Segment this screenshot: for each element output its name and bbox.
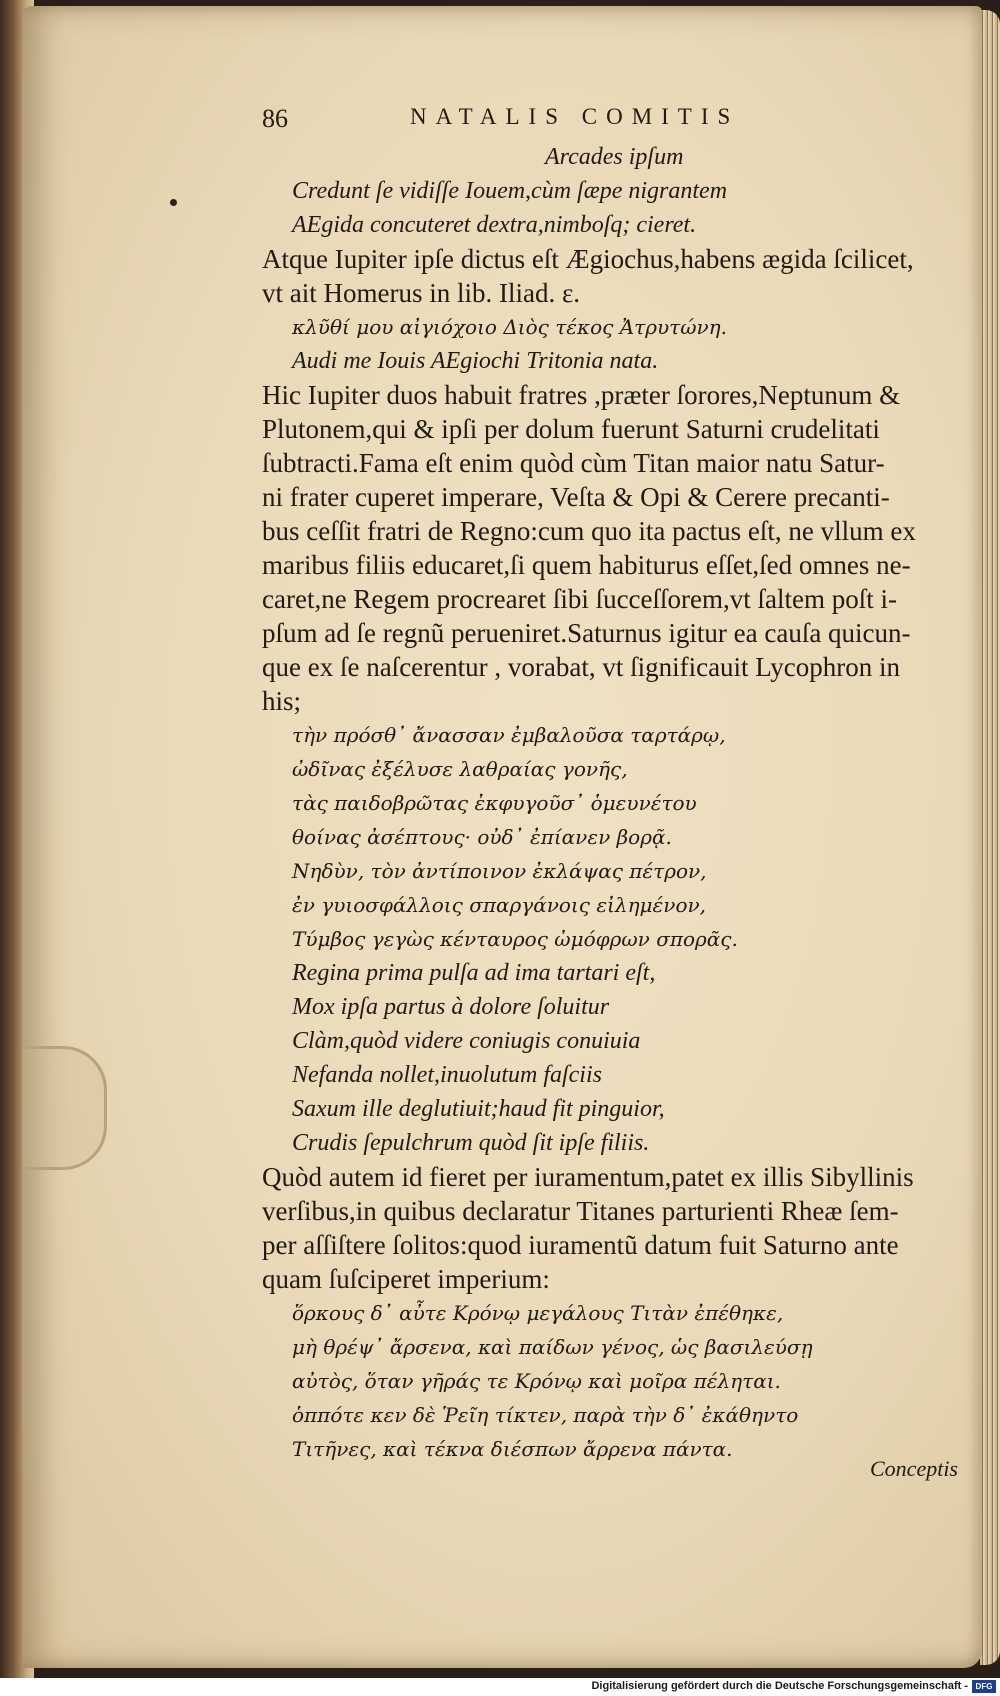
prose-line: ſubtracti.Fama eſt enim quòd cùm Titan maior natu Satur-	[262, 448, 885, 478]
catchword: Conceptis	[870, 1456, 958, 1481]
prose-line: quam ſuſciperet imperium:	[262, 1264, 550, 1294]
ink-dot	[170, 199, 177, 206]
prose-line: que ex ſe naſcerentur , vorabat, vt ſignificauit Lycophron in	[262, 652, 901, 682]
latin-verse-line: Credunt ſe vidiſſe Iouem,cùm ſæpe nigrantem	[292, 178, 728, 204]
greek-verse-line: μὴ θρέψ᾽ ἄρσενα, καὶ παίδων γένος, ὡς βασιλεύσῃ	[292, 1335, 813, 1359]
latin-verse-line: Nefanda nollet,inuolutum faſciis	[292, 1062, 602, 1088]
prose-line: maribus filiis educaret,ſi quem habiturus eſſet,ſed omnes ne-	[262, 550, 911, 580]
prose-line: Atque Iupiter ipſe dictus eſt Ægiochus,habens ægida ſcilicet,	[262, 244, 914, 274]
prose-line: Quòd autem id fieret per iuramentum,patet ex illis Sibyllinis	[262, 1162, 914, 1192]
greek-verse-line: Τύμβος γεγὼς κένταυρος ὠμόφρων σπορᾶς.	[292, 927, 738, 951]
latin-verse-line: Mox ipſa partus à dolore ſoluitur	[292, 994, 610, 1020]
prose-line: ni frater cuperet imperare, Veſta & Opi & Cerere precanti-	[262, 482, 890, 512]
footer-bar	[0, 1678, 1000, 1696]
greek-verse-line: ὠδῖνας ἐξέλυσε λαθραίας γονῆς,	[292, 757, 628, 781]
greek-verse-line: ὅρκους δ᾽ αὖτε Κρόνῳ μεγάλους Τιτὰν ἐπέθηκε,	[292, 1301, 784, 1325]
running-head: NATALIS COMITIS	[410, 104, 740, 129]
latin-verse-line: AEgida concuteret dextra,nimboſq; cieret.	[292, 212, 697, 238]
latin-verse-line: Audi me Iouis AEgiochi Tritonia nata.	[292, 348, 659, 374]
latin-verse-line: Arcades ipſum	[545, 144, 684, 170]
greek-verse-line: κλῦθί μου αἰγιόχοιο Διὸς τέκος Ἀτρυτώνη.	[292, 315, 728, 339]
prose-line: vt ait Homerus in lib. Iliad. ε.	[262, 278, 581, 308]
page-number: 86	[262, 104, 288, 133]
latin-verse-line: Crudis ſepulchrum quòd ſit ipſe filiis.	[292, 1130, 650, 1156]
greek-verse-line: ὁππότε κεν δὲ Ῥεῖη τίκτεν, παρὰ τὴν δ᾽ ἐκάθηντο	[292, 1403, 799, 1427]
greek-verse-line: ἐν γυιοσφάλλοις σπαργάνοις εἰλημένον,	[292, 893, 706, 917]
body-text	[262, 140, 982, 1466]
latin-verse-line: Clàm,quòd videre coniugis conuiuia	[292, 1028, 641, 1054]
prose-line: bus ceſſit fratri de Regno:cum quo ita pactus eſt, ne vllum ex	[262, 516, 916, 546]
greek-verse-line: τὴν πρόσθ᾽ ἄνασσαν ἐμβαλοῦσα ταρτάρῳ,	[292, 723, 726, 747]
greek-verse-line: Νηδὺν, τὸν ἀντίποινον ἐκλάψας πέτρον,	[292, 859, 707, 883]
dfg-logo: DFG	[972, 1680, 996, 1693]
prose-line: caret,ne Regem procrearet ſibi ſucceſſorem,vt ſaltem poſt i-	[262, 584, 897, 614]
latin-verse-line: Saxum ille deglutiuit;haud fit pinguior,	[292, 1096, 665, 1122]
page-stack-edge	[980, 10, 1000, 1665]
prose-line: Hic Iupiter duos habuit fratres ,præter ſorores,Neptunum &	[262, 380, 901, 410]
prose-line: his;	[262, 686, 302, 716]
greek-verse-line: τὰς παιδοβρῶτας ἐκφυγοῦσ᾽ ὁμευνέτου	[292, 791, 697, 815]
page-text	[262, 98, 982, 1466]
greek-verse-line: αὐτὸς, ὅταν γῆράς τε Κρόνῳ καὶ μοῖρα πέληται.	[292, 1369, 781, 1393]
prose-line: per aſſiſtere ſolitos:quod iuramentũ datum fuit Saturno ante	[262, 1230, 899, 1260]
prose-line: Plutonem,qui & ipſi per dolum fuerunt Saturni crudelitati	[262, 414, 880, 444]
page-header	[262, 98, 982, 140]
greek-verse-line: θοίνας ἀσέπτους· οὐδ᾽ ἐπίανεν βορᾷ.	[292, 825, 672, 849]
prose-line: pſum ad ſe regnũ perueniret.Saturnus igitur ea cauſa quicun-	[262, 618, 911, 648]
latin-verse-line: Regina prima pulſa ad ima tartari eſt,	[292, 960, 656, 986]
footer-credit: Digitalisierung gefördert durch die Deutsche Forschungsgemeinschaft -	[591, 1680, 968, 1692]
clasp-mark	[22, 1046, 107, 1170]
greek-verse-line: Τιτῆνες, καὶ τέκνα διέσπων ἄρρενα πάντα.	[292, 1437, 733, 1461]
prose-line: verſibus,in quibus declaratur Titanes parturienti Rheæ ſem-	[262, 1196, 899, 1226]
